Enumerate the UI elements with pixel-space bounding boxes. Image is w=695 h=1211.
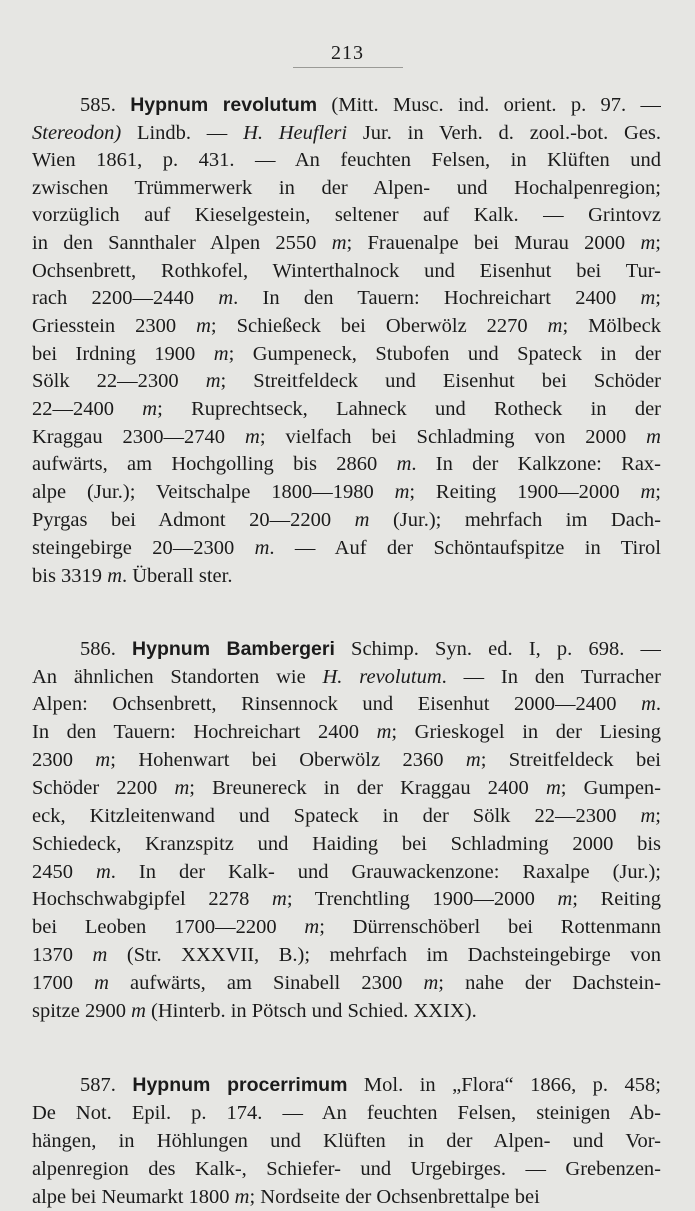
italic-text: m bbox=[547, 315, 563, 337]
text-run: Mol. in „Flora“ 1866, p. 458; bbox=[347, 1074, 661, 1096]
text-run: (Str. XXXVII, B.); mehrfach im Dachsteingebirge von bbox=[107, 944, 661, 966]
text-line bbox=[32, 368, 661, 395]
text-run: . In den Tauern: Hochreichart 2400 bbox=[233, 287, 641, 309]
text-line bbox=[32, 285, 661, 312]
italic-text: m bbox=[245, 426, 260, 448]
text-line bbox=[32, 1100, 661, 1127]
text-line bbox=[32, 479, 661, 506]
text-run: ; Streitfeldeck und Eisenhut bei Schöder bbox=[220, 370, 661, 392]
text-run: alpenregion des Kalk-, Schiefer- und Urgebirges. — Grebenzen- bbox=[32, 1158, 661, 1180]
text-line bbox=[32, 507, 661, 534]
text-run: bei Irdning 1900 bbox=[32, 343, 214, 365]
text-line bbox=[32, 719, 661, 746]
text-run: Sölk 22—2300 bbox=[32, 370, 206, 392]
italic-text: m bbox=[254, 537, 270, 559]
text-run: ; Grieskogel in der Liesing bbox=[391, 721, 661, 743]
text-run: Schimp. Syn. ed. I, p. 698. — bbox=[334, 638, 661, 660]
species-name: Hypnum Bambergeri bbox=[132, 638, 335, 660]
entry-heading-line bbox=[80, 92, 661, 119]
text-run: . bbox=[655, 693, 661, 715]
italic-text: m bbox=[95, 861, 111, 883]
text-line bbox=[32, 175, 661, 202]
species-name: Hypnum procerrimum bbox=[132, 1074, 348, 1096]
text-line bbox=[32, 230, 661, 257]
text-run: Schiedeck, Kranzspitz und Haiding bei Schladming 2000 bis bbox=[32, 833, 661, 855]
text-run: ; Mölbeck bbox=[562, 315, 661, 337]
italic-text: m bbox=[213, 343, 229, 365]
text-run: (Jur.); mehrfach im Dach- bbox=[369, 509, 661, 531]
text-line bbox=[32, 563, 661, 590]
text-line bbox=[32, 258, 661, 285]
text-run: ; Streitfeldeck bei bbox=[480, 749, 661, 771]
italic-text: m bbox=[376, 721, 392, 743]
text-run: . Überall ster. bbox=[122, 565, 233, 587]
italic-text: m bbox=[640, 805, 656, 827]
text-run: in den Sannthaler Alpen 2550 bbox=[32, 232, 332, 254]
text-line bbox=[32, 886, 661, 913]
entry-heading-line bbox=[80, 1072, 661, 1099]
text-run: ; bbox=[655, 287, 661, 309]
text-run: hängen, in Höhlungen und Klüften in der Alpen- und Vor- bbox=[32, 1130, 661, 1152]
page-number: 213 bbox=[331, 42, 364, 64]
text-line bbox=[32, 942, 661, 969]
italic-text: m bbox=[234, 1186, 250, 1208]
italic-text: H. revolutum bbox=[322, 666, 442, 688]
italic-text: m bbox=[107, 565, 122, 587]
text-run: ; Gumpeneck, Stubofen und Spateck in der bbox=[228, 343, 661, 365]
italic-text: m bbox=[94, 972, 109, 994]
italic-text: m bbox=[640, 481, 656, 503]
text-line bbox=[32, 1128, 661, 1155]
text-line bbox=[32, 396, 661, 423]
text-run: alpe bei Neumarkt 1800 bbox=[32, 1186, 235, 1208]
text-run: 2300 bbox=[32, 749, 96, 771]
italic-text: m bbox=[394, 481, 410, 503]
text-run: ; Reiting 1900—2000 bbox=[409, 481, 641, 503]
text-run: ; Ruprechtseck, Lahneck und Rotheck in der bbox=[157, 398, 661, 420]
text-run: 22—2400 bbox=[32, 398, 143, 420]
text-run: ; vielfach bei Schladming von 2000 bbox=[259, 426, 647, 448]
text-run: rach 2200—2440 bbox=[32, 287, 219, 309]
text-line bbox=[32, 535, 661, 562]
text-run: ; bbox=[655, 805, 661, 827]
italic-text: m bbox=[131, 1000, 146, 1022]
text-run: ; Hohenwart bei Oberwölz 2360 bbox=[110, 749, 466, 771]
entry-number: 585. bbox=[80, 94, 131, 116]
italic-text: m bbox=[142, 398, 158, 420]
italic-text: m bbox=[272, 888, 287, 910]
text-run: ; bbox=[655, 481, 661, 503]
text-run: bis 3319 bbox=[32, 565, 108, 587]
text-run: ; Trenchtling 1900—2000 bbox=[286, 888, 558, 910]
text-run: bei Leoben 1700—2200 bbox=[32, 916, 305, 938]
italic-text: m bbox=[92, 944, 108, 966]
text-run: vorzüglich auf Kieselgestein, seltener auf Kalk. — Grintovz bbox=[32, 204, 661, 226]
text-line bbox=[32, 1184, 661, 1211]
text-line bbox=[32, 147, 661, 174]
text-run: zwischen Trümmerwerk in der Alpen- und Hochalpenregion; bbox=[32, 177, 661, 199]
italic-text: m bbox=[304, 916, 320, 938]
text-run: aufwärts, am Sinabell 2300 bbox=[108, 972, 424, 994]
text-run: In den Tauern: Hochreichart 2400 bbox=[32, 721, 377, 743]
text-run: Schöder 2200 bbox=[32, 777, 175, 799]
italic-text: H. Heufleri bbox=[243, 122, 348, 144]
entry-heading-line bbox=[80, 636, 661, 663]
italic-text: m bbox=[557, 888, 573, 910]
text-run: 2450 bbox=[32, 861, 96, 883]
text-run: Alpen: Ochsenbrett, Rinsennock und Eisenhut 2000—2400 bbox=[32, 693, 642, 715]
text-run: ; Frauenalpe bei Murau 2000 bbox=[346, 232, 641, 254]
text-run: spitze 2900 bbox=[32, 1000, 132, 1022]
entry-number: 586. bbox=[80, 638, 133, 660]
text-run: Kraggau 2300—2740 bbox=[32, 426, 246, 448]
text-run: (Hinterb. in Pötsch und Schied. XXIX). bbox=[145, 1000, 477, 1022]
text-run: Hochschwabgipfel 2278 bbox=[32, 888, 272, 910]
text-run: Pyrgas bei Admont 20—2200 bbox=[32, 509, 355, 531]
text-run: Lindb. — bbox=[121, 122, 244, 144]
italic-text: m bbox=[331, 232, 347, 254]
text-run: De Not. Epil. p. 174. — An feuchten Felsen, steinigen Ab- bbox=[32, 1102, 661, 1124]
italic-text: m bbox=[465, 749, 481, 771]
text-run: eck, Kitzleitenwand und Spateck in der Sölk 22—2300 bbox=[32, 805, 641, 827]
italic-text: m bbox=[640, 232, 656, 254]
text-run: ; Gumpen- bbox=[560, 777, 661, 799]
italic-text: m bbox=[396, 453, 412, 475]
italic-text: m bbox=[423, 972, 439, 994]
text-run: Ochsenbrett, Rothkofel, Winterthalnock und Eisenhut bei Tur- bbox=[32, 260, 661, 282]
text-run: (Mitt. Musc. ind. orient. p. 97. — bbox=[317, 94, 661, 116]
text-line bbox=[32, 970, 661, 997]
text-run: ; bbox=[655, 232, 661, 254]
text-run: steingebirge 20—2300 bbox=[32, 537, 255, 559]
italic-text: m bbox=[646, 426, 661, 448]
text-line bbox=[32, 451, 661, 478]
text-run: alpe (Jur.); Veitschalpe 1800—1980 bbox=[32, 481, 395, 503]
text-run: 1700 bbox=[32, 972, 95, 994]
italic-text: m bbox=[205, 370, 221, 392]
text-run: . In der Kalkzone: Rax- bbox=[411, 453, 661, 475]
italic-text: m bbox=[95, 749, 111, 771]
italic-text: m bbox=[354, 509, 370, 531]
text-line bbox=[32, 1156, 661, 1183]
text-line bbox=[32, 914, 661, 941]
text-line bbox=[32, 424, 661, 451]
text-run: ; Reiting bbox=[572, 888, 661, 910]
italic-text: Stereodon) bbox=[32, 122, 122, 144]
italic-text: m bbox=[545, 777, 561, 799]
text-run: ; Breunereck in der Kraggau 2400 bbox=[189, 777, 546, 799]
text-line bbox=[32, 831, 661, 858]
italic-text: m bbox=[641, 693, 656, 715]
text-line bbox=[32, 998, 661, 1025]
text-run: 1370 bbox=[32, 944, 93, 966]
text-line bbox=[32, 120, 661, 147]
text-run: . In der Kalk- und Grauwackenzone: Raxalpe (Jur.); bbox=[110, 861, 661, 883]
text-run: ; nahe der Dachstein- bbox=[438, 972, 661, 994]
text-line bbox=[32, 775, 661, 802]
text-line bbox=[32, 313, 661, 340]
italic-text: m bbox=[640, 287, 656, 309]
text-line bbox=[32, 747, 661, 774]
text-line bbox=[32, 341, 661, 368]
text-run: ; Schießeck bei Oberwölz 2270 bbox=[210, 315, 548, 337]
text-run: ; Nordseite der Ochsenbrettalpe bei bbox=[249, 1186, 540, 1208]
text-run: . — Auf der Schöntaufspitze in Tirol bbox=[269, 537, 661, 559]
text-run: Griesstein 2300 bbox=[32, 315, 197, 337]
text-run: An ähnlichen Standorten wie bbox=[32, 666, 323, 688]
text-line bbox=[32, 803, 661, 830]
text-run: Jur. in Verh. d. zool.-bot. Ges. bbox=[347, 122, 661, 144]
text-line bbox=[32, 691, 661, 718]
italic-text: m bbox=[196, 315, 211, 337]
text-run: aufwärts, am Hochgolling bis 2860 bbox=[32, 453, 397, 475]
text-line bbox=[32, 664, 661, 691]
entry-number: 587. bbox=[80, 1074, 133, 1096]
text-run: ; Dürrenschöberl bei Rottenmann bbox=[319, 916, 661, 938]
text-line bbox=[32, 859, 661, 886]
italic-text: m bbox=[174, 777, 190, 799]
italic-text: m bbox=[218, 287, 234, 309]
text-run: Wien 1861, p. 431. — An feuchten Felsen, in Klüften und bbox=[32, 149, 661, 171]
text-line bbox=[32, 202, 661, 229]
text-run: . — In den Turracher bbox=[441, 666, 661, 688]
header-rule bbox=[293, 67, 403, 68]
species-name: Hypnum revolutum bbox=[130, 94, 318, 116]
